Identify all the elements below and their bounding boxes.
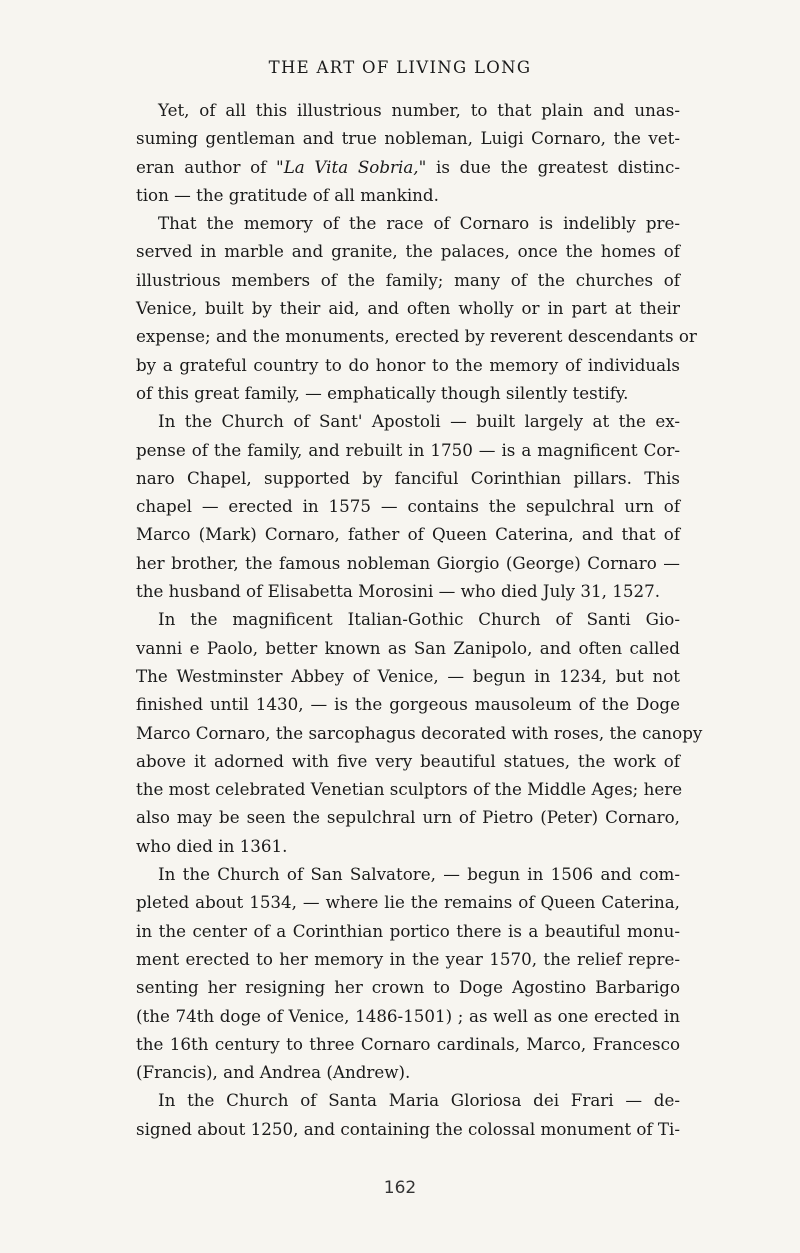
text-line: above it adorned with five very beautiful statues, the work of [136, 750, 680, 771]
text-line: expense; and the monuments, erected by reverent descendants or [136, 326, 697, 347]
page-body [136, 96, 703, 1143]
text-line: ment erected to her memory in the year 1570, the relief repre- [136, 948, 680, 969]
text-line: finished until 1430, — is the gorgeous mausoleum of the Doge [136, 694, 680, 715]
text-line: senting her resigning her crown to Doge Agostino Barbarigo [136, 977, 680, 998]
text-line: Marco (Mark) Cornaro, father of Queen Caterina, and that of [136, 524, 680, 545]
text-line: In the magnificent Italian-Gothic Church of Santi Gio- [158, 609, 680, 630]
text-line: Marco Cornaro, the sarcophagus decorated with roses, the canopy [136, 722, 703, 743]
text-line: tion — the gratitude of all mankind. [136, 184, 439, 205]
text-line: her brother, the famous nobleman Giorgio (George) Cornaro — [136, 552, 680, 573]
text-line: Venice, built by their aid, and often wholly or in part at their [136, 298, 680, 319]
running-head: THE ART OF LIVING LONG [268, 58, 532, 77]
text-line: the husband of Elisabetta Morosini — who died July 31, 1527. [136, 581, 661, 602]
text-line: in the center of a Corinthian portico there is a beautiful monu- [136, 920, 680, 941]
text-line: who died in 1361. [136, 835, 288, 856]
text-line: the 16th century to three Cornaro cardinals, Marco, Francesco [136, 1033, 680, 1054]
text-line: also may be seen the sepulchral urn of Pietro (Peter) Cornaro, [136, 807, 680, 828]
text-line: That the memory of the race of Cornaro is indelibly pre- [158, 213, 680, 234]
text-line: pense of the family, and rebuilt in 1750 — is a magnificent Cor- [136, 439, 680, 460]
text-line: In the Church of Santa Maria Gloriosa dei Frari — de- [158, 1090, 680, 1111]
text-line: eran author of "La Vita Sobria," is due the greatest distinc- [136, 156, 680, 177]
text-line: vanni e Paolo, better known as San Zanipolo, and often called [136, 637, 680, 658]
text-line: served in marble and granite, the palaces, once the homes of [136, 241, 680, 262]
text-line: (Francis), and Andrea (Andrew). [136, 1062, 411, 1083]
text-line: The Westminster Abbey of Venice, — begun in 1234, but not [136, 665, 680, 686]
text-line: of this great family, — emphatically though silently testify. [136, 382, 629, 403]
text-line: naro Chapel, supported by fanciful Corinthian pillars. This [136, 467, 680, 488]
text-line: chapel — erected in 1575 — contains the sepulchral urn of [136, 496, 680, 517]
text-line: suming gentleman and true nobleman, Luigi Cornaro, the vet- [136, 128, 680, 149]
text-line: the most celebrated Venetian sculptors of the Middle Ages; here [136, 779, 683, 800]
text-line: signed about 1250, and containing the colossal monument of Ti- [136, 1118, 680, 1139]
text-line: (the 74th doge of Venice, 1486-1501) ; as well as one erected in [136, 1005, 680, 1026]
text-line: In the Church of San Salvatore, — begun in 1506 and com- [158, 864, 680, 885]
text-line: In the Church of Sant' Apostoli — built largely at the ex- [158, 411, 680, 432]
text-line: Yet, of all this illustrious number, to that plain and unas- [158, 100, 680, 120]
text-line: by a grateful country to do honor to the memory of individuals [136, 354, 680, 375]
page-number: 162 [383, 1178, 417, 1198]
text-line: illustrious members of the family; many of the churches of [136, 269, 680, 290]
text-line: pleted about 1534, — where lie the remains of Queen Caterina, [136, 892, 680, 913]
